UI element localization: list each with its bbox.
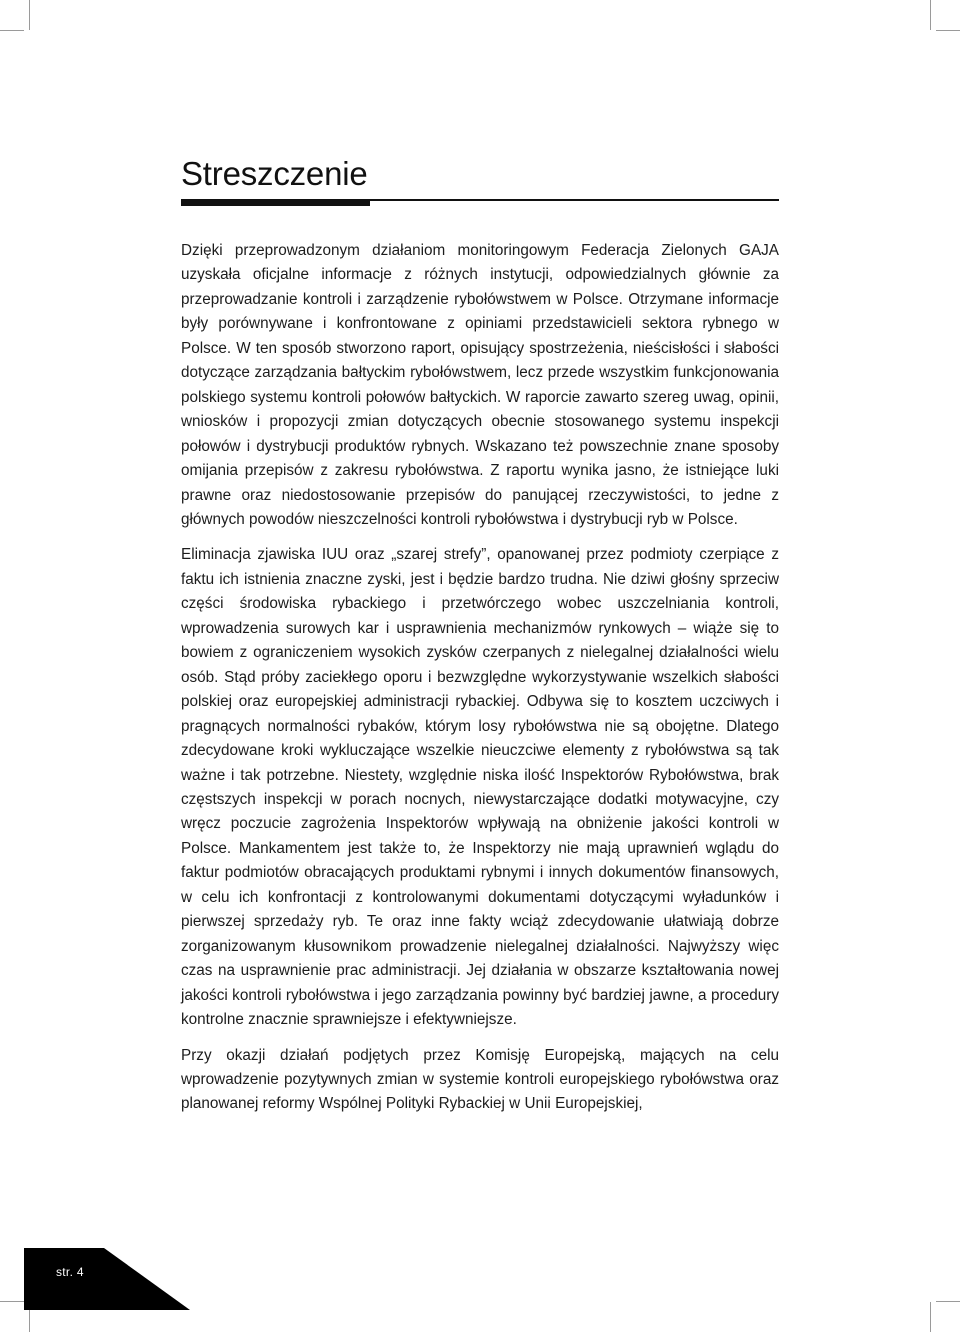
title-underline-thick	[181, 199, 370, 206]
crop-mark-bottom-left-h	[0, 1301, 24, 1302]
title-underline-thin	[370, 199, 779, 201]
crop-mark-top-left	[29, 0, 30, 30]
page-tab-shape	[24, 1248, 190, 1310]
paragraph-2: Eliminacja zjawiska IUU oraz „szarej strefy”, opanowanej przez podmioty czerpiące z faktu ich istnienia znaczne zyski, jest i będzie bardzo trudna. Nie dziwi głośny sprzeciw części środowiska rybackiego i przetwórczego wobec uszczelniania kontroli, wprowadzenia surowych kar i usprawnienia mechanizmów rynkowych – wiąże się to bowiem z ograniczeniem wysokich zysków czerpanych z nielegalnej działalności wielu osób. Stąd próby zaciekłego oporu i bezwzględne wykorzystywanie wszelkich słabości polskiej oraz europejskiej administracji rybackiej. Odbywa się to kosztem uczciwych i pragnących normalności rybaków, którym losy rybołówstwa nie są obojętne. Dlatego zdecydowane kroki wykluczające wszelkie nieuczciwe elementy z rybołówstwa są tak ważne i tak potrzebne. Niestety, względnie niska ilość Inspektorów Rybołówstwa, brak częstszych inspekcji w porach nocnych, niewystarczające dodatki motywacyjne, czy wręcz poczucie zagrożenia Inspektorów wpływają na obniżenie jakości kontroli w Polsce. Mankamentem jest także to, że Inspektorzy nie mają uprawnień wglądu do faktur podmiotów obracających produktami rybnymi i innych dokumentów finansowych, w celu ich konfrontacji z kontrolowanymi dokumentami dotyczącymi wyładunków i pierwszej sprzedaży ryb. Te oraz inne fakty wciąż zdecydowanie ułatwiają dobrze zorganizowanym kłusownikom prowadzenie nielegalnej działalności. Najwyższy więc czas na usprawnienie prac administracji. Jej działania w obszarze kształtowania nowej jakości kontroli rybołówstwa i jego zarządzania powinny być bardziej jawne, a procedury kontrolne znacznie sprawniejsze i efektywniejsze.	[181, 546, 779, 1029]
crop-mark-top-left-h	[0, 30, 24, 31]
paragraph-1: Dzięki przeprowadzonym działaniom monitoringowym Federacja Zielonych GAJA uzyskała oficjalne informacje z różnych instytucji, odpowiedzialnych głównie za przeprowadzanie kontroli i zarządzenie rybołówstwem w Polsce. Otrzymane informacje były porównywane i konfrontowane z opiniami przedstawicieli sektora rybnego w Polsce. W ten sposób stworzono raport, opisujący spostrzeżenia, nieścisłości i słabości dotyczące zarządzania bałtyckim rybołówstwem, lecz przede wszystkim funkcjonowania polskiego systemu kontroli połowów bałtyckich. W raporcie zawarto szereg uwag, opinii, wniosków i propozycji zmian dotyczących obecnie stosowanego systemu inspekcji połowów i dystrybucji produktów rybnych. Wskazano też powszechnie znane sposoby omijania przepisów z zakresu rybołówstwa. Z raportu wynika jasno, że istniejące luki prawne oraz niedostosowanie przepisów do panującej rzeczywistości, to jedne z głównych powodów nieszczelności kontroli rybołówstwa i dystrybucji ryb w Polsce.	[181, 242, 779, 528]
paragraph-3: Przy okazji działań podjętych przez Komisję Europejską, mających na celu wprowadzenie pozytywnych zmian w systemie kontroli europejskiego rybołówstwa oraz planowanej reformy Wspólnej Polityki Rybackiej w Unii Europejskiej,	[181, 1046, 779, 1113]
crop-mark-bottom-right-h	[936, 1301, 960, 1302]
body-text	[181, 239, 779, 1128]
crop-mark-bottom-right	[930, 1302, 931, 1332]
crop-mark-top-right-h	[936, 30, 960, 31]
page-number: str. 4	[56, 1265, 84, 1279]
crop-mark-top-right	[930, 0, 931, 30]
page-title: Streszczenie	[181, 155, 368, 192]
page-number-tab	[24, 1248, 190, 1310]
